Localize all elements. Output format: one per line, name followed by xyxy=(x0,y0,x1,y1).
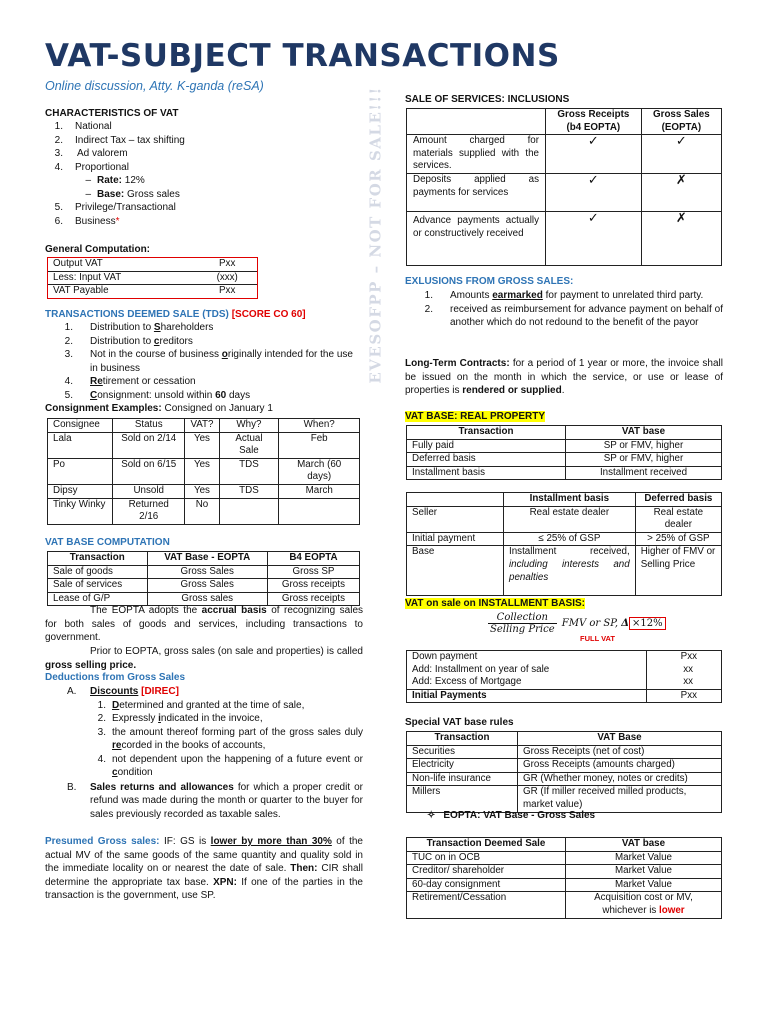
table-row: Lease of G/P Gross sales Gross receipts xyxy=(48,592,360,606)
table-row: Tinky Winky Returned 2/16 No xyxy=(48,498,360,524)
list-item: 2. Indirect Tax – tax shifting xyxy=(54,134,185,146)
installment-base-cell: Installment received, including interests and penalties xyxy=(504,546,636,596)
eopta-note: ✧ EOPTA: VAT Base - Gross Sales xyxy=(427,810,596,821)
consignment-label: Consignment Examples: Consigned on January 1 xyxy=(45,403,273,414)
table-header-row: Transaction Deemed Sale VAT base xyxy=(407,838,722,852)
list-item: 2. Expressly indicated in the invoice, xyxy=(97,713,263,724)
page-subtitle: Online discussion, Atty. K-ganda (reSA) xyxy=(45,79,264,93)
table-row: Deposits applied as payments for services ✓ ✗ xyxy=(407,173,722,211)
discounts-list xyxy=(90,699,363,780)
table-row: Down payment Pxx xyxy=(407,651,722,664)
table-header-row: Transaction VAT base xyxy=(407,426,722,440)
table-header-row: Installment basis Deferred basis xyxy=(407,493,722,507)
table-row: Initial payment ≤ 25% of GSP > 25% of GSP xyxy=(407,532,722,546)
diamond-icon: ✧ xyxy=(427,810,436,821)
vat-base-computation-table xyxy=(47,551,360,606)
vat-base-computation-heading: VAT BASE COMPUTATION xyxy=(45,537,170,548)
table-row: Add: Installment on year of sale xx xyxy=(407,664,722,677)
page-title: VAT-SUBJECT TRANSACTIONS xyxy=(45,38,560,74)
table-row: TUC on in OCB Market Value xyxy=(407,851,722,865)
list-item: 4. Proportional xyxy=(54,161,129,173)
table-row: Non-life insurance GR (Whether money, notes or credits) xyxy=(407,772,722,786)
table-row: Base Installment received, including interests and penalties Higher of FMV or Selling Price xyxy=(407,546,722,596)
table-row: Initial Payments Pxx xyxy=(407,689,722,703)
tds-section xyxy=(45,309,363,415)
list-item: 3. Not in the course of business originally intended for the use in business xyxy=(64,349,353,374)
tds-list xyxy=(45,321,363,402)
table-row: Po Sold on 6/15 Yes TDS March (60 days) xyxy=(48,458,360,484)
table-row: Installment basis Installment received xyxy=(407,466,722,480)
gross-selling-price-paragraph: Prior to EOPTA, gross sales (on sale and properties) is called gross selling price. xyxy=(45,646,363,671)
formula-numerator: Collection xyxy=(488,612,557,624)
table-row: Sale of goods Gross Sales Gross SP xyxy=(48,565,360,579)
table-header-row: Consignee Status VAT? Why? When? xyxy=(48,419,360,433)
full-vat-label: FULL VAT xyxy=(580,634,615,643)
list-item: 2. received as reimbursement for advance payment on behalf of another which do not redound to the benefit of the payor xyxy=(424,303,723,328)
long-term-contracts-paragraph: Long-Term Contracts: for a period of 1 year or more, the invoice shall be issued on the month in which the service, or use or lease of properties is rendered or supplied. xyxy=(405,358,723,396)
deductions-section xyxy=(45,685,363,821)
characteristics-heading: CHARACTERISTICS OF VAT xyxy=(45,108,179,119)
list-item: 4. Retirement or cessation xyxy=(64,376,196,387)
table-header-row: Transaction VAT Base xyxy=(407,732,722,746)
real-property-table xyxy=(406,425,722,480)
list-item: 5. Consignment: unsold within 60 days xyxy=(64,389,251,401)
list-item: 3. Ad valorem xyxy=(54,148,128,159)
installment-deferred-table xyxy=(406,492,722,596)
list-item: 5. Privilege/Transactional xyxy=(54,202,176,213)
formula-fraction xyxy=(488,612,557,635)
table-row: Fully paid SP or FMV, higher xyxy=(407,439,722,453)
deductions-heading: Deductions from Gross Sales xyxy=(45,672,186,683)
list-item: 6. Business* xyxy=(54,215,120,227)
list-item: 3. the amount thereof forming part of the gross sales duly recorded in the books of accounts, xyxy=(97,726,363,751)
table-row: Less: Input VAT (xxx) xyxy=(48,271,257,285)
discounts-title: A. Discounts [DIREC] xyxy=(67,686,179,697)
table-row: Advance payments actually or constructively received ✓ ✗ xyxy=(407,211,722,265)
general-computation-box xyxy=(47,257,258,299)
table-row: Millers GR (If miller received milled products, market value) xyxy=(407,786,722,812)
table-row: 60-day consignment Market Value xyxy=(407,878,722,892)
list-item: 1. Amounts earmarked for payment to unrelated third party. xyxy=(424,290,704,301)
table-row: Lala Sold on 2/14 Yes Actual Sale Feb xyxy=(48,432,360,458)
presumed-gross-sales-paragraph: Presumed Gross sales: IF: GS is lower by more than 30% of the actual MV of the same goods of the same quantity and quality sold in the immediate locality on or nearest the date of sale. Then: CIR shall determine the appropriate tax base. XPN: If one of the parties in the transaction is the government, use SP. xyxy=(45,836,363,901)
table-row: Output VAT Pxx xyxy=(48,258,257,271)
table-row: Creditor/ shareholder Market Value xyxy=(407,865,722,879)
table-row: Seller Real estate dealer Real estate dealer xyxy=(407,506,722,532)
services-heading: SALE OF SERVICES: INCLUSIONS xyxy=(405,94,570,105)
exclusions-list xyxy=(405,289,723,330)
list-item: – Base: Gross sales xyxy=(85,188,180,200)
general-computation-table xyxy=(48,258,257,298)
watermark xyxy=(363,85,389,384)
initial-payments-table xyxy=(406,650,722,703)
special-rules-heading: Special VAT base rules xyxy=(405,717,514,728)
table-row: Securities Gross Receipts (net of cost) xyxy=(407,745,722,759)
installment-formula xyxy=(488,612,666,635)
tds-base-table xyxy=(406,837,722,919)
sales-returns-item: B. Sales returns and allowances for which a proper credit or refund was made during the month or quarter to the buyer for sales previously recorded as taxable sales. xyxy=(67,781,364,820)
real-property-heading: VAT BASE: REAL PROPERTY xyxy=(405,411,546,422)
table-row: Add: Excess of Mortgage xx xyxy=(407,676,722,689)
installment-sale-heading: VAT on sale on INSTALLMENT BASIS: xyxy=(405,598,585,609)
watermark-text: EVESOFPP – NOT FOR SALE!!! xyxy=(367,85,386,384)
tds-heading: TRANSACTIONS DEEMED SALE (TDS) [SCORE CO 60] xyxy=(45,309,306,320)
formula-denominator: Selling Price xyxy=(490,624,555,635)
table-row: Electricity Gross Receipts (amounts charged) xyxy=(407,759,722,773)
list-item: 2. Distribution to creditors xyxy=(64,335,193,347)
general-computation-heading: General Computation: xyxy=(45,244,151,255)
list-item: 1. National xyxy=(54,121,112,132)
table-row: Deferred basis SP or FMV, higher xyxy=(407,453,722,467)
table-header-row: Transaction VAT Base - EOPTA B4 EOPTA xyxy=(48,552,360,566)
list-item: 1. Distribution to Shareholders xyxy=(64,322,214,333)
table-row: VAT Payable Pxx xyxy=(53,285,236,297)
retirement-base-cell: Acquisition cost or MV, whichever is lower xyxy=(566,892,722,918)
exclusions-heading: EXLUSIONS FROM GROSS SALES: xyxy=(405,276,574,287)
table-header-row: Gross Receipts (b4 EOPTA) Gross Sales (EOPTA) xyxy=(407,109,722,135)
table-row: Sale of services Gross Sales Gross receipts xyxy=(48,579,360,593)
list-item: 1. Determined and granted at the time of sale, xyxy=(97,699,305,711)
services-table xyxy=(406,108,722,266)
table-row: Dipsy Unsold Yes TDS March xyxy=(48,484,360,498)
formula-multiplier: FMV or SP, Δ ×12% xyxy=(562,618,666,629)
consignment-table xyxy=(47,418,360,525)
accrual-paragraph: The EOPTA adopts the accrual basis of recognizing sales for both sales of goods and services, including transactions to government. xyxy=(45,605,364,643)
characteristics-section xyxy=(45,108,363,228)
table-row: Amount charged for materials supplied with the services. ✓ ✓ xyxy=(407,135,722,174)
table-row: Retirement/Cessation Acquisition cost or MV, whichever is lower xyxy=(407,892,722,918)
list-item: 4. not dependent upon the happening of a future event or condition xyxy=(97,753,363,778)
special-rules-table xyxy=(406,731,722,813)
list-item: – Rate: 12% xyxy=(85,175,145,186)
characteristics-list xyxy=(47,120,363,228)
